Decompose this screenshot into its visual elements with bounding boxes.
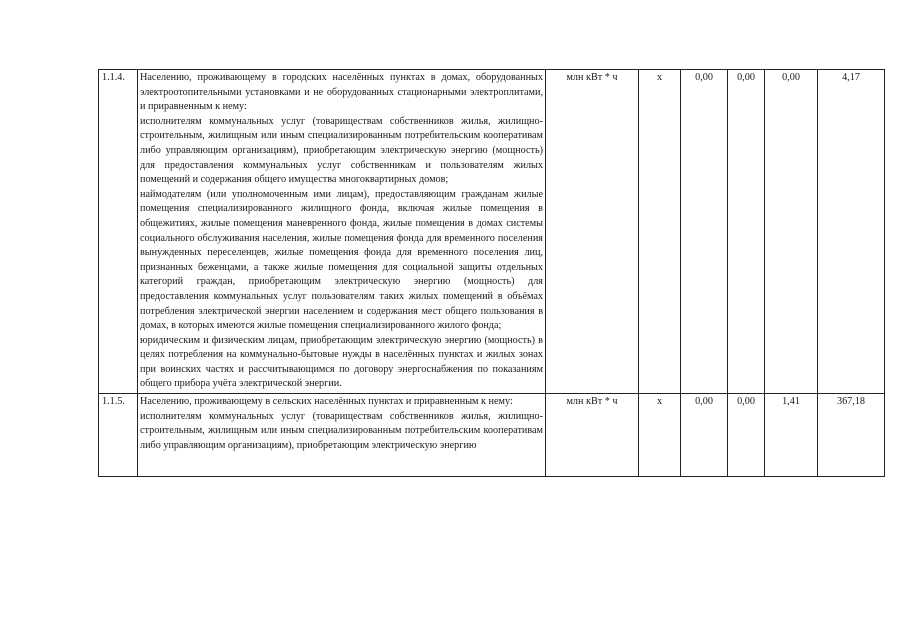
unit-cell: млн кВт * ч bbox=[546, 70, 639, 394]
table-row bbox=[99, 70, 885, 394]
paragraph: исполнителям коммунальных услуг (товариществам собственников жилья, жилищно-строительным, жилищным или иным специализированным потребительским кооперативам либо управляющим организациям), приобретающим электрическую энергию bbox=[140, 410, 543, 451]
row-description bbox=[138, 70, 546, 394]
value-cell: 0,00 bbox=[681, 394, 728, 477]
paragraph: Населению, проживающему в городских населённых пунктах в домах, оборудованных электроотопительными установками и не оборудованных стационарными электроплитами, и приравненным к нему: bbox=[140, 72, 543, 113]
value-cell: 0,00 bbox=[765, 70, 818, 394]
paragraph: исполнителям коммунальных услуг (товариществам собственников жилья, жилищно-строительным, жилищным или иным специализированным потребительским кооперативам либо управляющим организациям), приобретающим электрическую энергию (мощность) для предоставления коммунальных услуг собственникам и пользователям жилых помещений и содержания общего имущества многоквартирных домов; bbox=[140, 115, 543, 186]
value-cell: 4,17 bbox=[818, 70, 885, 394]
row-number: 1.1.4. bbox=[99, 70, 138, 394]
table-row bbox=[99, 394, 885, 477]
value-cell: 0,00 bbox=[728, 70, 765, 394]
paragraph: наймодателям (или уполномоченным ими лицам), предоставляющим гражданам жилые помещения специализированного жилищного фонда, включая жилые помещения в общежитиях, жилые помещения маневренного фонда, жилые помещения в домах системы социального обслуживания населения, жилые помещения фонда для временного поселения вынужденных переселенцев, жилые помещения фонда для временного поселения лиц, признанных беженцами, а также жилые помещения для социальной защиты отдельных категорий граждан, приобретающим электрическую энергию (мощность) для предоставления коммунальных услуг пользователям таких жилых помещений в объёмах потребления электрической энергии населением и содержания мест общего пользования в домах, в которых имеются жилые помещения специализированного жилого фонда; bbox=[140, 188, 543, 332]
mark-cell: х bbox=[639, 70, 681, 394]
value-cell: 0,00 bbox=[681, 70, 728, 394]
tariff-table bbox=[98, 69, 885, 477]
value-cell: 0,00 bbox=[728, 394, 765, 477]
unit-cell: млн кВт * ч bbox=[546, 394, 639, 477]
row-description bbox=[138, 394, 546, 477]
value-cell: 367,18 bbox=[818, 394, 885, 477]
mark-cell: х bbox=[639, 394, 681, 477]
paragraph: юридическим и физическим лицам, приобретающим электрическую энергию (мощность) в целях потребления на коммунально-бытовые нужды в населённых пунктах и жилых зонах при воинских частях и рассчитывающимся по договору энергоснабжения по показаниям общего прибора учёта электрической энергии. bbox=[140, 334, 543, 390]
row-number: 1.1.5. bbox=[99, 394, 138, 477]
value-cell: 1,41 bbox=[765, 394, 818, 477]
paragraph: Населению, проживающему в сельских населённых пунктах и приравненным к нему: bbox=[140, 396, 513, 408]
description-clip bbox=[140, 395, 543, 475]
